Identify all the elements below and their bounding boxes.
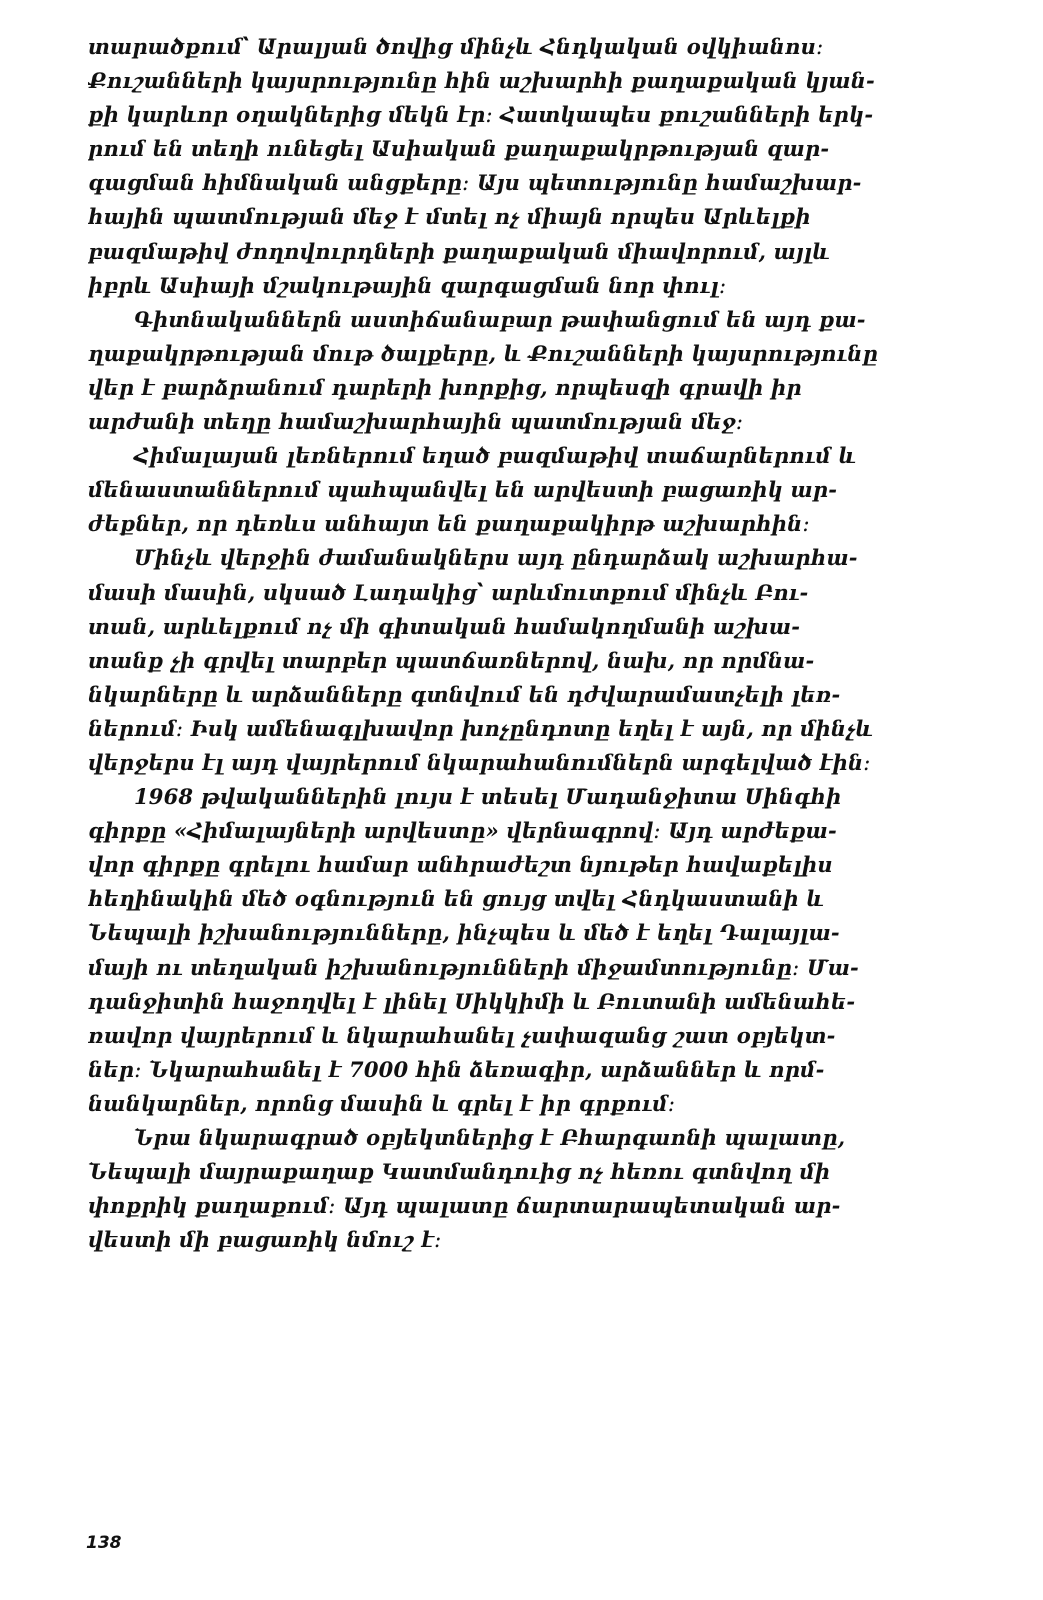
text-line: Գիտնականներն աստիճանաբար թափանցում են այդ քա-: [134, 306, 866, 332]
text-line: բազմաթիվ ժողովուրդների քաղաքական միավորում, այլև: [88, 238, 830, 264]
text-line: գացման հիմնական անցքերը։ Այս պետությունը համաշխար-: [88, 170, 862, 196]
text-line: Մինչև վերջին ժամանակներս այդ ընդարձակ աշխարհա-: [134, 545, 858, 571]
text-line: վերջերս էլ այդ վայրերում նկարահանումներն արգելված էին։: [88, 749, 871, 775]
text-line: 1968 թվականներին լույս է տեսել Մադանջիտա Սինգհի: [134, 784, 842, 810]
text-line: ներ։ Նկարահանել է 7000 հին ձեռագիր, արձաններ և որմ-: [88, 1056, 825, 1082]
page-body: [88, 30, 953, 1257]
text-line: քի կարևոր օղակներից մեկն էր։ Հատկապես քուշանների երկ-: [88, 102, 874, 128]
page-number: 138: [86, 1533, 122, 1553]
text-line: Նեպալի իշխանությունները, ինչպես և մեծ է եղել Դալայլա-: [88, 920, 840, 946]
text-line: Նրա նկարագրած օբյեկտներից է Բհարգաոնի պալատը,: [134, 1125, 846, 1150]
text-line: մենաստաններում պահպանվել են արվեստի բացառիկ ար-: [88, 477, 838, 503]
text-line: արժանի տեղը համաշխարհային պատմության մեջ։: [88, 409, 744, 435]
text-line: դանջիտին հաջողվել է լինել Սիկկիմի և Բուտանի ամենահե-: [88, 988, 856, 1014]
text-line: Հիմալայան լեռներում եղած բազմաթիվ տաճարներում և: [134, 443, 857, 469]
text-line: ղաքակրթության մութ ծալքերը, և Քուշանների կայսրությունը: [88, 340, 879, 366]
text-line: վեստի մի բացառիկ նմուշ է։: [88, 1227, 442, 1253]
text-line: մասի մասին, սկսած Լադակից՝ արևմուտքում մինչև Բու-: [88, 579, 809, 605]
text-line: Քուշանների կայսրությունը հին աշխարհի քաղաքական կյան-: [88, 68, 875, 94]
text-line: վեր է բարձրանում դարերի խորքից, որպեսզի գրավի իր: [88, 374, 802, 400]
text-line: փոքրիկ քաղաքում։ Այդ պալատը ճարտարապետական ար-: [88, 1193, 841, 1219]
text-line: ռավոր վայրերում և նկարահանել չափազանց շատ օբյեկտ-: [88, 1022, 836, 1048]
text-line: նկարները և արձանները գտնվում են դժվարամատչելի լեռ-: [88, 681, 841, 707]
text-line: նանկարներ, որոնց մասին և գրել է իր գրքում։: [88, 1090, 676, 1116]
text-line: վոր գիրքը գրելու համար անհրաժեշտ նյութեր հավաքելիս: [88, 852, 833, 878]
text-line: ներում։ Իսկ ամենագլխավոր խոչընդոտը եղել է այն, որ մինչև: [88, 715, 874, 741]
text-line: ժեքներ, որ դեռևս անհայտ են քաղաքակիրթ աշխարհին։: [88, 511, 810, 537]
text-line: տան, արևելքում ոչ մի գիտական համակողմանի աշխա-: [88, 613, 801, 639]
text-line: րում են տեղի ունեցել Ասիական քաղաքակրթության զար-: [88, 136, 830, 162]
text-line: Նեպալի մայրաքաղաք Կատմանդուից ոչ հեռու գտնվող մի: [88, 1159, 831, 1185]
text-line: հային պատմության մեջ է մտել ոչ միայն որպես Արևելքի: [88, 204, 811, 230]
text-line: տարածքում՝ Արալյան ծովից մինչև Հնդկական օվկիանոս։: [88, 34, 824, 59]
text-line: գիրքը «Հիմալայների արվեստը» վերնագրով։ Այդ արժեքա-: [88, 818, 837, 844]
text-line: մայի ու տեղական իշխանությունների միջամտությունը։ Մա-: [88, 954, 859, 980]
text-line: հեղինակին մեծ օգնություն են ցույց տվել Հնդկաստանի և: [88, 886, 825, 912]
text-line: իբրև Ասիայի մշակութային զարգացման նոր փուլ։: [88, 272, 727, 298]
text-line: տանք չի գրվել տարբեր պատճառներով, նախ, որ որմնա-: [88, 647, 815, 673]
